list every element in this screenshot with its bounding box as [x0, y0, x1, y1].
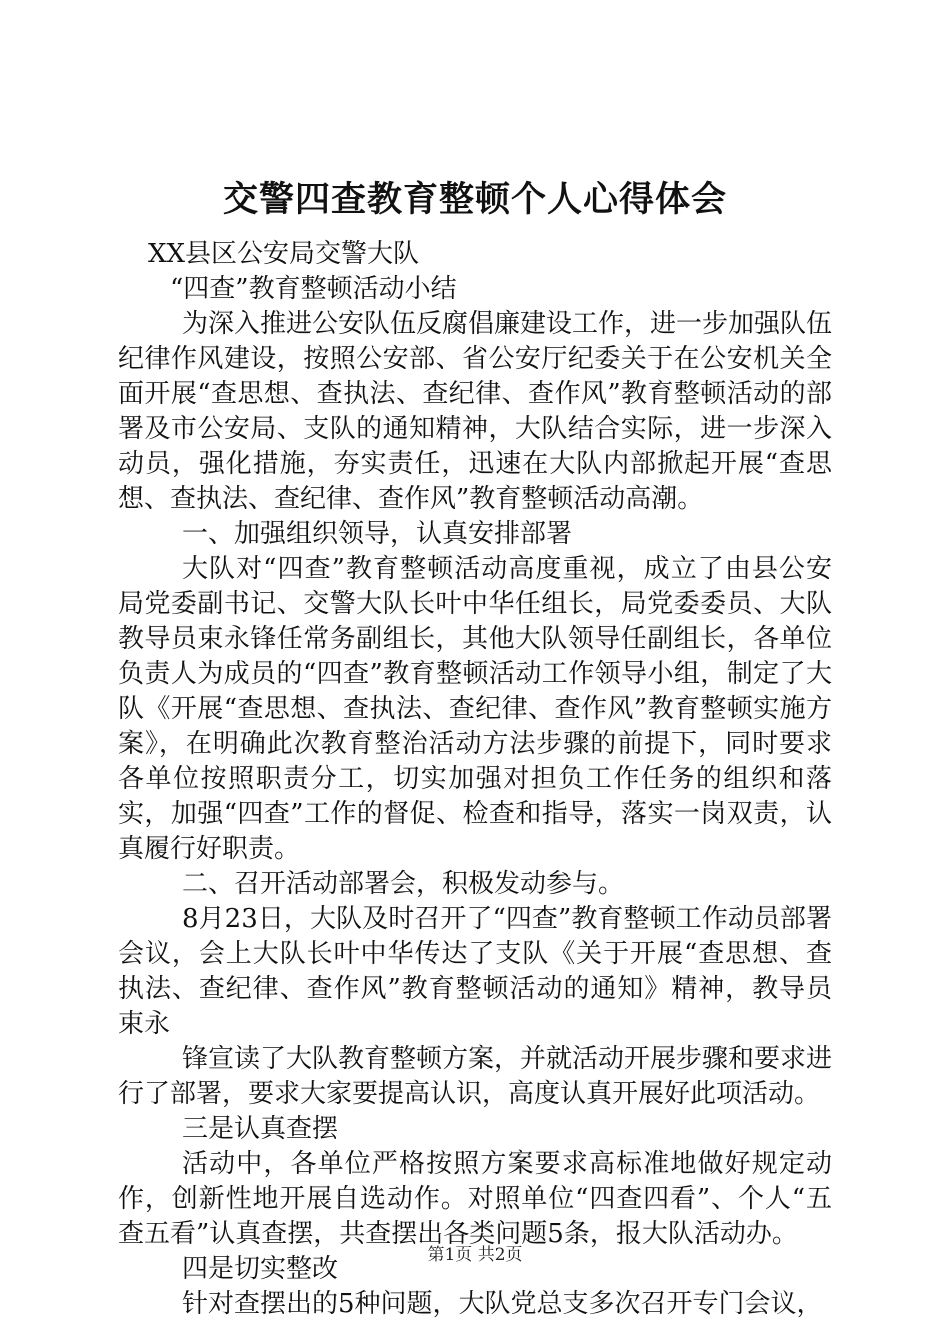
section-heading-2: 二、召开活动部署会，积极发动参与。: [182, 869, 625, 899]
document-title: 交警四查教育整顿个人心得体会: [222, 179, 727, 220]
page-number: 第1页 共2页: [427, 1245, 523, 1265]
paragraph-section-1: 大队对“四查”教育整顿活动高度重视，成立了由县公安局党委副书记、交警大队长叶中华任组长，局党委委员、大队教导员束永锋任常务副组长，其他大队领导任副组长，各单位负责人为成员的“四查”教育整顿活动工作领导小组，制定了大队《开展“查思想、查执法、查纪律、查作风”教育整顿实施方案》，在明确此次教育整治活动方法步骤的前提下，同时要求各单位按照职责分工，切实加强对担负工作任务的组织和落实，加强“四查”工作的督促、检查和指导，落实一岗双责，认真履行好职责。: [118, 554, 832, 864]
paragraph-section-2b: 锋宣读了大队教育整顿方案，并就活动开展步骤和要求进行了部署，要求大家要提高认识，高度认真开展好此项活动。: [118, 1044, 833, 1109]
paragraph-intro: 为深入推进公安队伍反腐倡廉建设工作，进一步加强队伍纪律作风建设，按照公安部、省公安厅纪委关于在公安机关全面开展“查思想、查执法、查纪律、查作风”教育整顿活动的部署及市公安局、支队的通知精神，大队结合实际，进一步深入动员，强化措施，夯实责任，迅速在大队内部掀起开展“查思想、查执法、查纪律、查作风”教育整顿活动高潮。: [118, 309, 833, 514]
subtitle: “四查”教育整顿活动小结: [170, 274, 457, 304]
paragraph-section-2a: 8月23日，大队及时召开了“四查”教育整顿工作动员部署会议，会上大队长叶中华传达了支队《关于开展“查思想、查执法、查纪律、查作风”教育整顿活动的通知》精神，教导员束永: [118, 904, 832, 1039]
section-heading-1: 一、加强组织领导，认真安排部署: [182, 519, 573, 549]
section-heading-4: 四是切实整改: [182, 1254, 339, 1284]
paragraph-section-4: 针对查摆出的5种问题，大队党总支多次召开专门会议，: [182, 1289, 823, 1319]
org-name: XX县区公安局交警大队: [148, 239, 420, 269]
paragraph-section-3: 活动中，各单位严格按照方案要求高标准地做好规定动作，创新性地开展自选动作。对照单位“四查四看”、个人“五查五看”认真查摆，共查摆出各类问题5条，报大队活动办。: [118, 1149, 832, 1249]
section-heading-3: 三是认真查摆: [182, 1114, 339, 1144]
document-body: [118, 237, 832, 1322]
